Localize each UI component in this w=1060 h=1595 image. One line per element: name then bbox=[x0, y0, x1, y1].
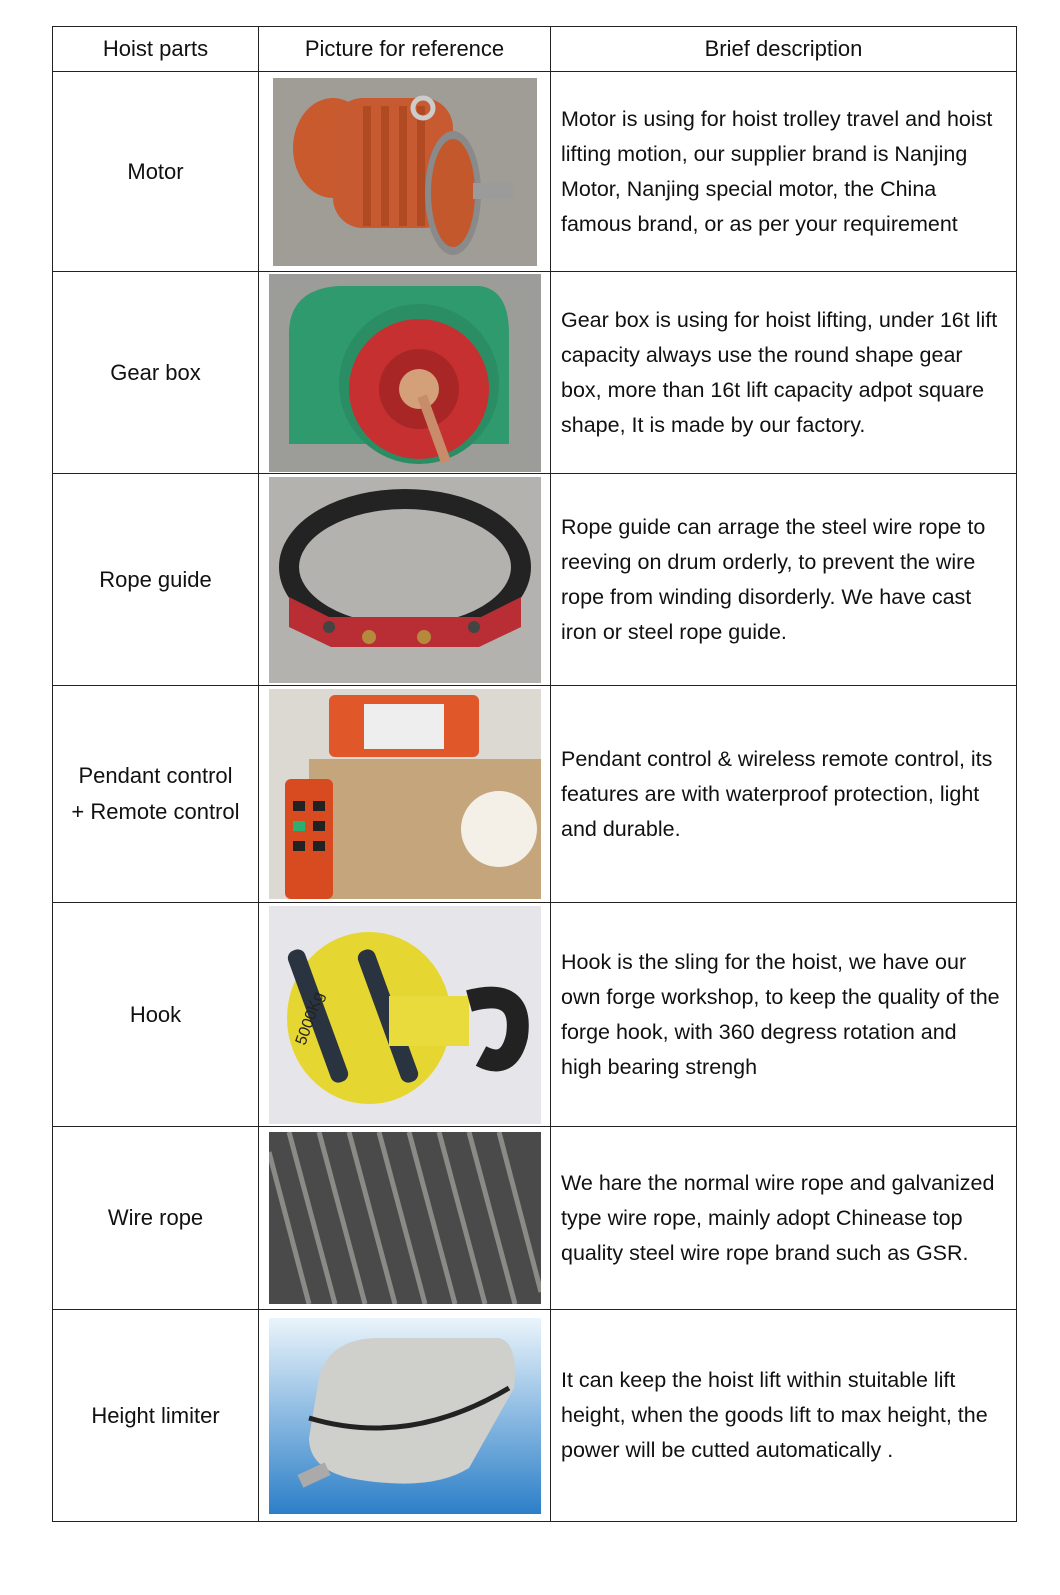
picture-cell bbox=[259, 686, 551, 903]
part-description: Hook is the sling for the hoist, we have our own forge workshop, to keep the quality of the forge hook, with 360 degress rotation and high bearing strengh bbox=[551, 903, 1017, 1127]
hook-capacity-label: 5000Kg bbox=[292, 989, 328, 1047]
part-name: Gear box bbox=[53, 272, 259, 474]
part-description: Motor is using for hoist trolley travel and hoist lifting motion, our supplier brand is Nanjing Motor, Nanjing special motor, the China famous brand, or as per your requirement bbox=[551, 72, 1017, 272]
table-row bbox=[53, 686, 1017, 903]
table-row bbox=[53, 1127, 1017, 1310]
header-description: Brief description bbox=[551, 27, 1017, 72]
part-description: Rope guide can arrage the steel wire rope to reeving on drum orderly, to prevent the wire rope from winding disorderly. We have cast iron or steel rope guide. bbox=[551, 474, 1017, 686]
hoist-parts-table bbox=[52, 26, 1017, 1522]
height-limiter-photo-icon bbox=[269, 1318, 541, 1514]
part-name: Motor bbox=[53, 72, 259, 272]
header-row bbox=[53, 27, 1017, 72]
picture-cell bbox=[259, 272, 551, 474]
picture-cell bbox=[259, 1310, 551, 1522]
hook-photo-icon bbox=[269, 906, 541, 1124]
table-row bbox=[53, 903, 1017, 1127]
part-name-line1: Pendant control bbox=[78, 763, 233, 788]
picture-cell bbox=[259, 72, 551, 272]
table-row bbox=[53, 1310, 1017, 1522]
part-name bbox=[53, 686, 259, 903]
part-name: Rope guide bbox=[53, 474, 259, 686]
part-name: Hook bbox=[53, 903, 259, 1127]
gear-box-photo-icon bbox=[269, 274, 541, 472]
part-description: It can keep the hoist lift within stuitable lift height, when the goods lift to max height, the power will be cutted automatically . bbox=[551, 1310, 1017, 1522]
part-name: Wire rope bbox=[53, 1127, 259, 1310]
part-name: Height limiter bbox=[53, 1310, 259, 1522]
motor-photo-icon bbox=[273, 78, 537, 266]
table-row bbox=[53, 272, 1017, 474]
picture-cell bbox=[259, 474, 551, 686]
part-name-line2: + Remote control bbox=[71, 799, 240, 824]
table-row bbox=[53, 72, 1017, 272]
table-row bbox=[53, 474, 1017, 686]
wire-rope-photo-icon bbox=[269, 1132, 541, 1304]
picture-cell bbox=[259, 1127, 551, 1310]
part-description: Pendant control & wireless remote control, its features are with waterproof protection, light and durable. bbox=[551, 686, 1017, 903]
part-description: Gear box is using for hoist lifting, under 16t lift capacity always use the round shape gear box, more than 16t lift capacity adpot square shape, It is made by our factory. bbox=[551, 272, 1017, 474]
header-hoist-parts: Hoist parts bbox=[53, 27, 259, 72]
part-description: We hare the normal wire rope and galvanized type wire rope, mainly adopt Chinease top quality steel wire rope brand such as GSR. bbox=[551, 1127, 1017, 1310]
remote-control-photo-icon bbox=[269, 689, 541, 899]
rope-guide-photo-icon bbox=[269, 477, 541, 683]
picture-cell bbox=[259, 903, 551, 1127]
header-picture: Picture for reference bbox=[259, 27, 551, 72]
